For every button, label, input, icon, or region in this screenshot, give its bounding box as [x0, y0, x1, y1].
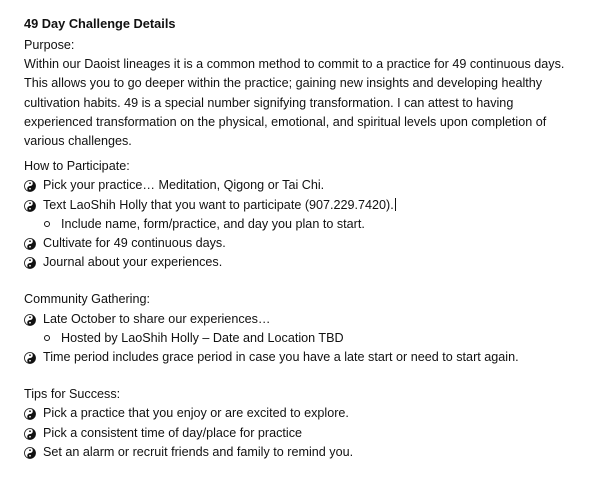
yin-yang-icon — [24, 257, 36, 269]
sub-list-item — [24, 215, 594, 234]
sub-list-item-text: Hosted by LaoShih Holly – Date and Location TBD — [61, 330, 344, 345]
purpose-line: cultivation habits. 49 is a special number signifying transformation. I can attest to having — [24, 95, 514, 110]
list-item-text: Pick a consistent time of day/place for practice — [43, 425, 302, 440]
yin-yang-icon — [24, 408, 36, 420]
list-item — [24, 234, 594, 253]
document — [24, 14, 594, 462]
yin-yang-icon — [24, 428, 36, 440]
list-item — [24, 348, 594, 367]
yin-yang-icon — [24, 200, 36, 212]
purpose-line: Within our Daoist lineages it is a common method to commit to a practice for 49 continuous days. — [24, 57, 565, 72]
purpose-line: This allows you to go deeper within the practice; gaining new insights and developing healthy — [24, 76, 543, 91]
list-item — [24, 310, 594, 329]
tips-for-success-heading: Tips for Success: — [24, 387, 121, 402]
sub-list-item — [24, 329, 594, 348]
purpose-line: experienced transformation on the physical, emotional, and spiritual levels upon completion of — [24, 114, 547, 129]
purpose-line: various challenges. — [24, 134, 132, 149]
list-item-text: Cultivate for 49 continuous days. — [43, 236, 226, 251]
hollow-circle-icon — [44, 335, 50, 341]
yin-yang-icon — [24, 447, 36, 459]
list-item — [24, 176, 594, 195]
hollow-circle-icon — [44, 221, 50, 227]
list-item-text: Text LaoShih Holly that you want to participate (907.229.7420). — [43, 197, 394, 212]
list-item — [24, 196, 594, 215]
sub-list-item-text: Include name, form/practice, and day you plan to start. — [61, 216, 365, 231]
list-item-text: Pick your practice… Meditation, Qigong or Tai Chi. — [43, 178, 325, 193]
yin-yang-icon — [24, 352, 36, 364]
how-to-participate-heading: How to Participate: — [24, 159, 130, 174]
list-item — [24, 424, 594, 443]
text-cursor — [395, 198, 396, 211]
purpose-heading: Purpose: — [24, 38, 75, 52]
yin-yang-icon — [24, 180, 36, 192]
list-item — [24, 404, 594, 423]
list-item-text: Set an alarm or recruit friends and family to remind you. — [43, 444, 354, 459]
list-item — [24, 443, 594, 462]
list-item-text: Time period includes grace period in case you have a late start or need to start again. — [43, 350, 519, 365]
yin-yang-icon — [24, 238, 36, 250]
list-item — [24, 253, 594, 272]
list-item-text: Late October to share our experiences… — [43, 311, 271, 326]
yin-yang-icon — [24, 314, 36, 326]
purpose-paragraph — [24, 55, 594, 151]
list-item-text: Pick a practice that you enjoy or are excited to explore. — [43, 406, 349, 421]
document-title: 49 Day Challenge Details — [24, 16, 176, 31]
list-item-text: Journal about your experiences. — [43, 255, 223, 270]
community-gathering-heading: Community Gathering: — [24, 292, 150, 307]
